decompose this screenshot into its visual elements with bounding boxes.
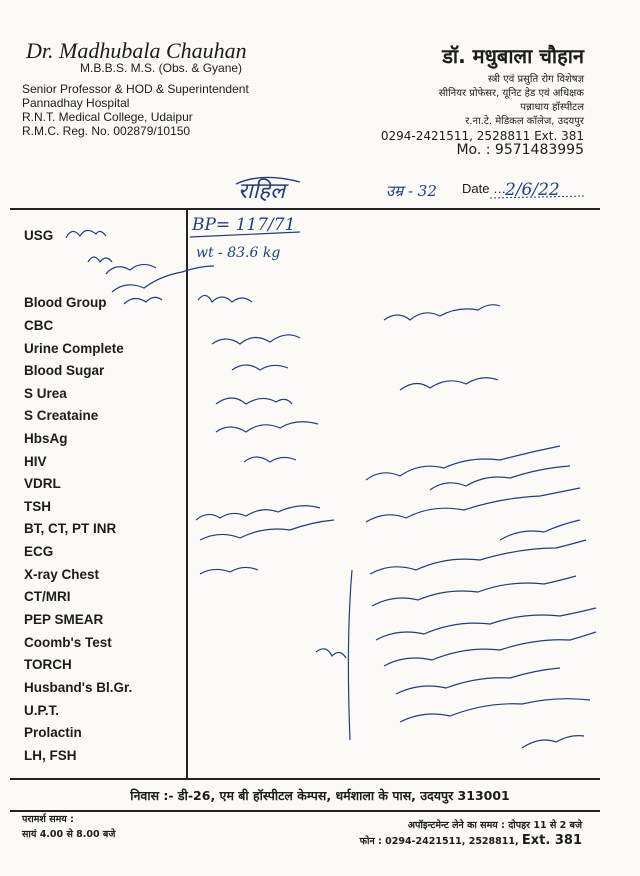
rx-scribble (400, 378, 498, 390)
rx-scribble (396, 668, 560, 694)
usg-scribble (66, 230, 106, 238)
rx-scribble (244, 457, 296, 462)
rx-scribble (366, 488, 580, 522)
usg-scribble (106, 264, 156, 274)
rx-scribble (232, 365, 288, 370)
footer-phone (360, 833, 582, 849)
rx-scribble (372, 576, 576, 606)
handwritten-patient-name: राहिल (238, 179, 285, 204)
doctor-name-hindi: डॉ. मधुबाला चौहान (442, 44, 584, 68)
consultation-hours (22, 812, 115, 842)
test-item-bt-ct-pt: BT, CT, PT INR (24, 521, 117, 536)
test-item-lh-fsh: LH, FSH (24, 748, 77, 763)
test-item-cbc: CBC (24, 318, 54, 333)
handwritten-scribbles (66, 230, 596, 748)
handwritten-date: 2/6/22 (505, 180, 560, 200)
rx-scribble (216, 422, 318, 432)
mobile-number: Mo. : 9571483995 (456, 142, 584, 158)
test-item-prolactin: Prolactin (24, 725, 82, 740)
footer-phone-number: फोन : 0294-2421511, 2528811, (359, 836, 519, 847)
handwritten-bp: BP= 117/71 (192, 215, 296, 235)
test-item-pep-smear: PEP SMEAR (24, 612, 104, 627)
credential-line-hindi: पन्नाधाय हॉस्पीटल (520, 102, 584, 113)
test-item-urine: Urine Complete (24, 341, 124, 356)
test-item-tsh: TSH (24, 499, 51, 514)
rx-scribble (384, 632, 596, 666)
test-item-hiv: HIV (24, 454, 47, 469)
rx-scribble (500, 520, 580, 540)
phone-number: 0294-2421511, 2528811 (380, 129, 531, 143)
rx-scribble (212, 335, 300, 344)
credential-line: Senior Professor & HOD & Superintendent (22, 82, 249, 96)
rx-scribble (216, 398, 292, 404)
credential-line: R.N.T. Medical College, Udaipur (22, 110, 193, 124)
date-label-text: Date (462, 181, 490, 196)
rx-scribble (200, 567, 258, 574)
footer-phone-ext: Ext. 381 (521, 833, 582, 848)
consult-label: परामर्श समय : (22, 814, 74, 825)
rx-bracket-stroke (348, 570, 352, 740)
test-item-ecg: ECG (24, 544, 54, 559)
usg-scribble (88, 257, 112, 262)
rx-scribble (376, 608, 596, 640)
consult-time: सायं 4.00 से 8.00 बजे (22, 829, 116, 840)
test-item-husband-bl-gr: Husband's Bl.Gr. (24, 680, 133, 695)
rx-scribble (196, 506, 320, 520)
test-item-blood-sugar: Blood Sugar (24, 363, 105, 378)
handwritten-age: उम्र - 32 (386, 182, 437, 200)
appointment-time: अपॉइन्टमेन्ट लेने का समय : दोपहर 11 से 2 बजे (407, 820, 582, 831)
rx-scribble (400, 699, 590, 722)
date-colon: … (493, 181, 507, 196)
appointment-info (360, 818, 582, 849)
test-item-s-urea: S Urea (24, 386, 67, 401)
phone-ext: Ext. 381 (534, 129, 584, 143)
rx-scribble (316, 649, 346, 658)
credential-line: Pannadhay Hospital (22, 96, 130, 110)
credential-line-hindi: र.ना.टे. मेडिकल कॉलेज, उदयपुर (465, 116, 584, 127)
test-item-s-creataine: S Creataine (24, 408, 99, 423)
rx-scribble (366, 446, 560, 480)
rx-scribble (200, 520, 334, 540)
rx-scribble (384, 305, 500, 320)
rx-scribble (198, 295, 252, 302)
test-item-xray-chest: X-ray Chest (24, 567, 100, 582)
credential-line-hindi: सीनियर प्रोफेसर, यूनिट हेड एवं अधिक्षक (438, 88, 584, 99)
test-item-torch: TORCH (24, 657, 72, 672)
credential-line: R.M.C. Reg. No. 002879/10150 (22, 124, 191, 138)
test-item-coombs: Coomb's Test (24, 635, 112, 650)
test-item-upt: U.P.T. (24, 703, 60, 718)
credential-line-hindi: स्त्री एवं प्रसुति रोग विशेषज्ञ (488, 74, 584, 85)
usg-scribble (124, 297, 162, 304)
test-item-blood-group: Blood Group (24, 295, 107, 310)
rx-scribble (370, 540, 586, 574)
test-item-usg: USG (24, 228, 54, 243)
test-item-ct-mri: CT/MRI (24, 589, 71, 604)
handwritten-weight: wt - 83.6 kg (196, 245, 281, 261)
rx-scribble (430, 466, 570, 490)
test-item-vdrl: VDRL (24, 476, 61, 491)
residence-address: निवास :- डी-26, एम बी हॉस्पीटल केम्पस, धर्मशाला के पास, उदयपुर 313001 (130, 788, 510, 803)
test-item-hbsag: HbsAg (24, 431, 68, 446)
doctor-name-english: Dr. Madhubala Chauhan (26, 38, 247, 63)
doctor-degrees: M.B.B.S. M.S. (Obs. & Gyane) (80, 61, 243, 75)
rx-scribble (522, 736, 584, 748)
usg-scribble (112, 266, 214, 292)
